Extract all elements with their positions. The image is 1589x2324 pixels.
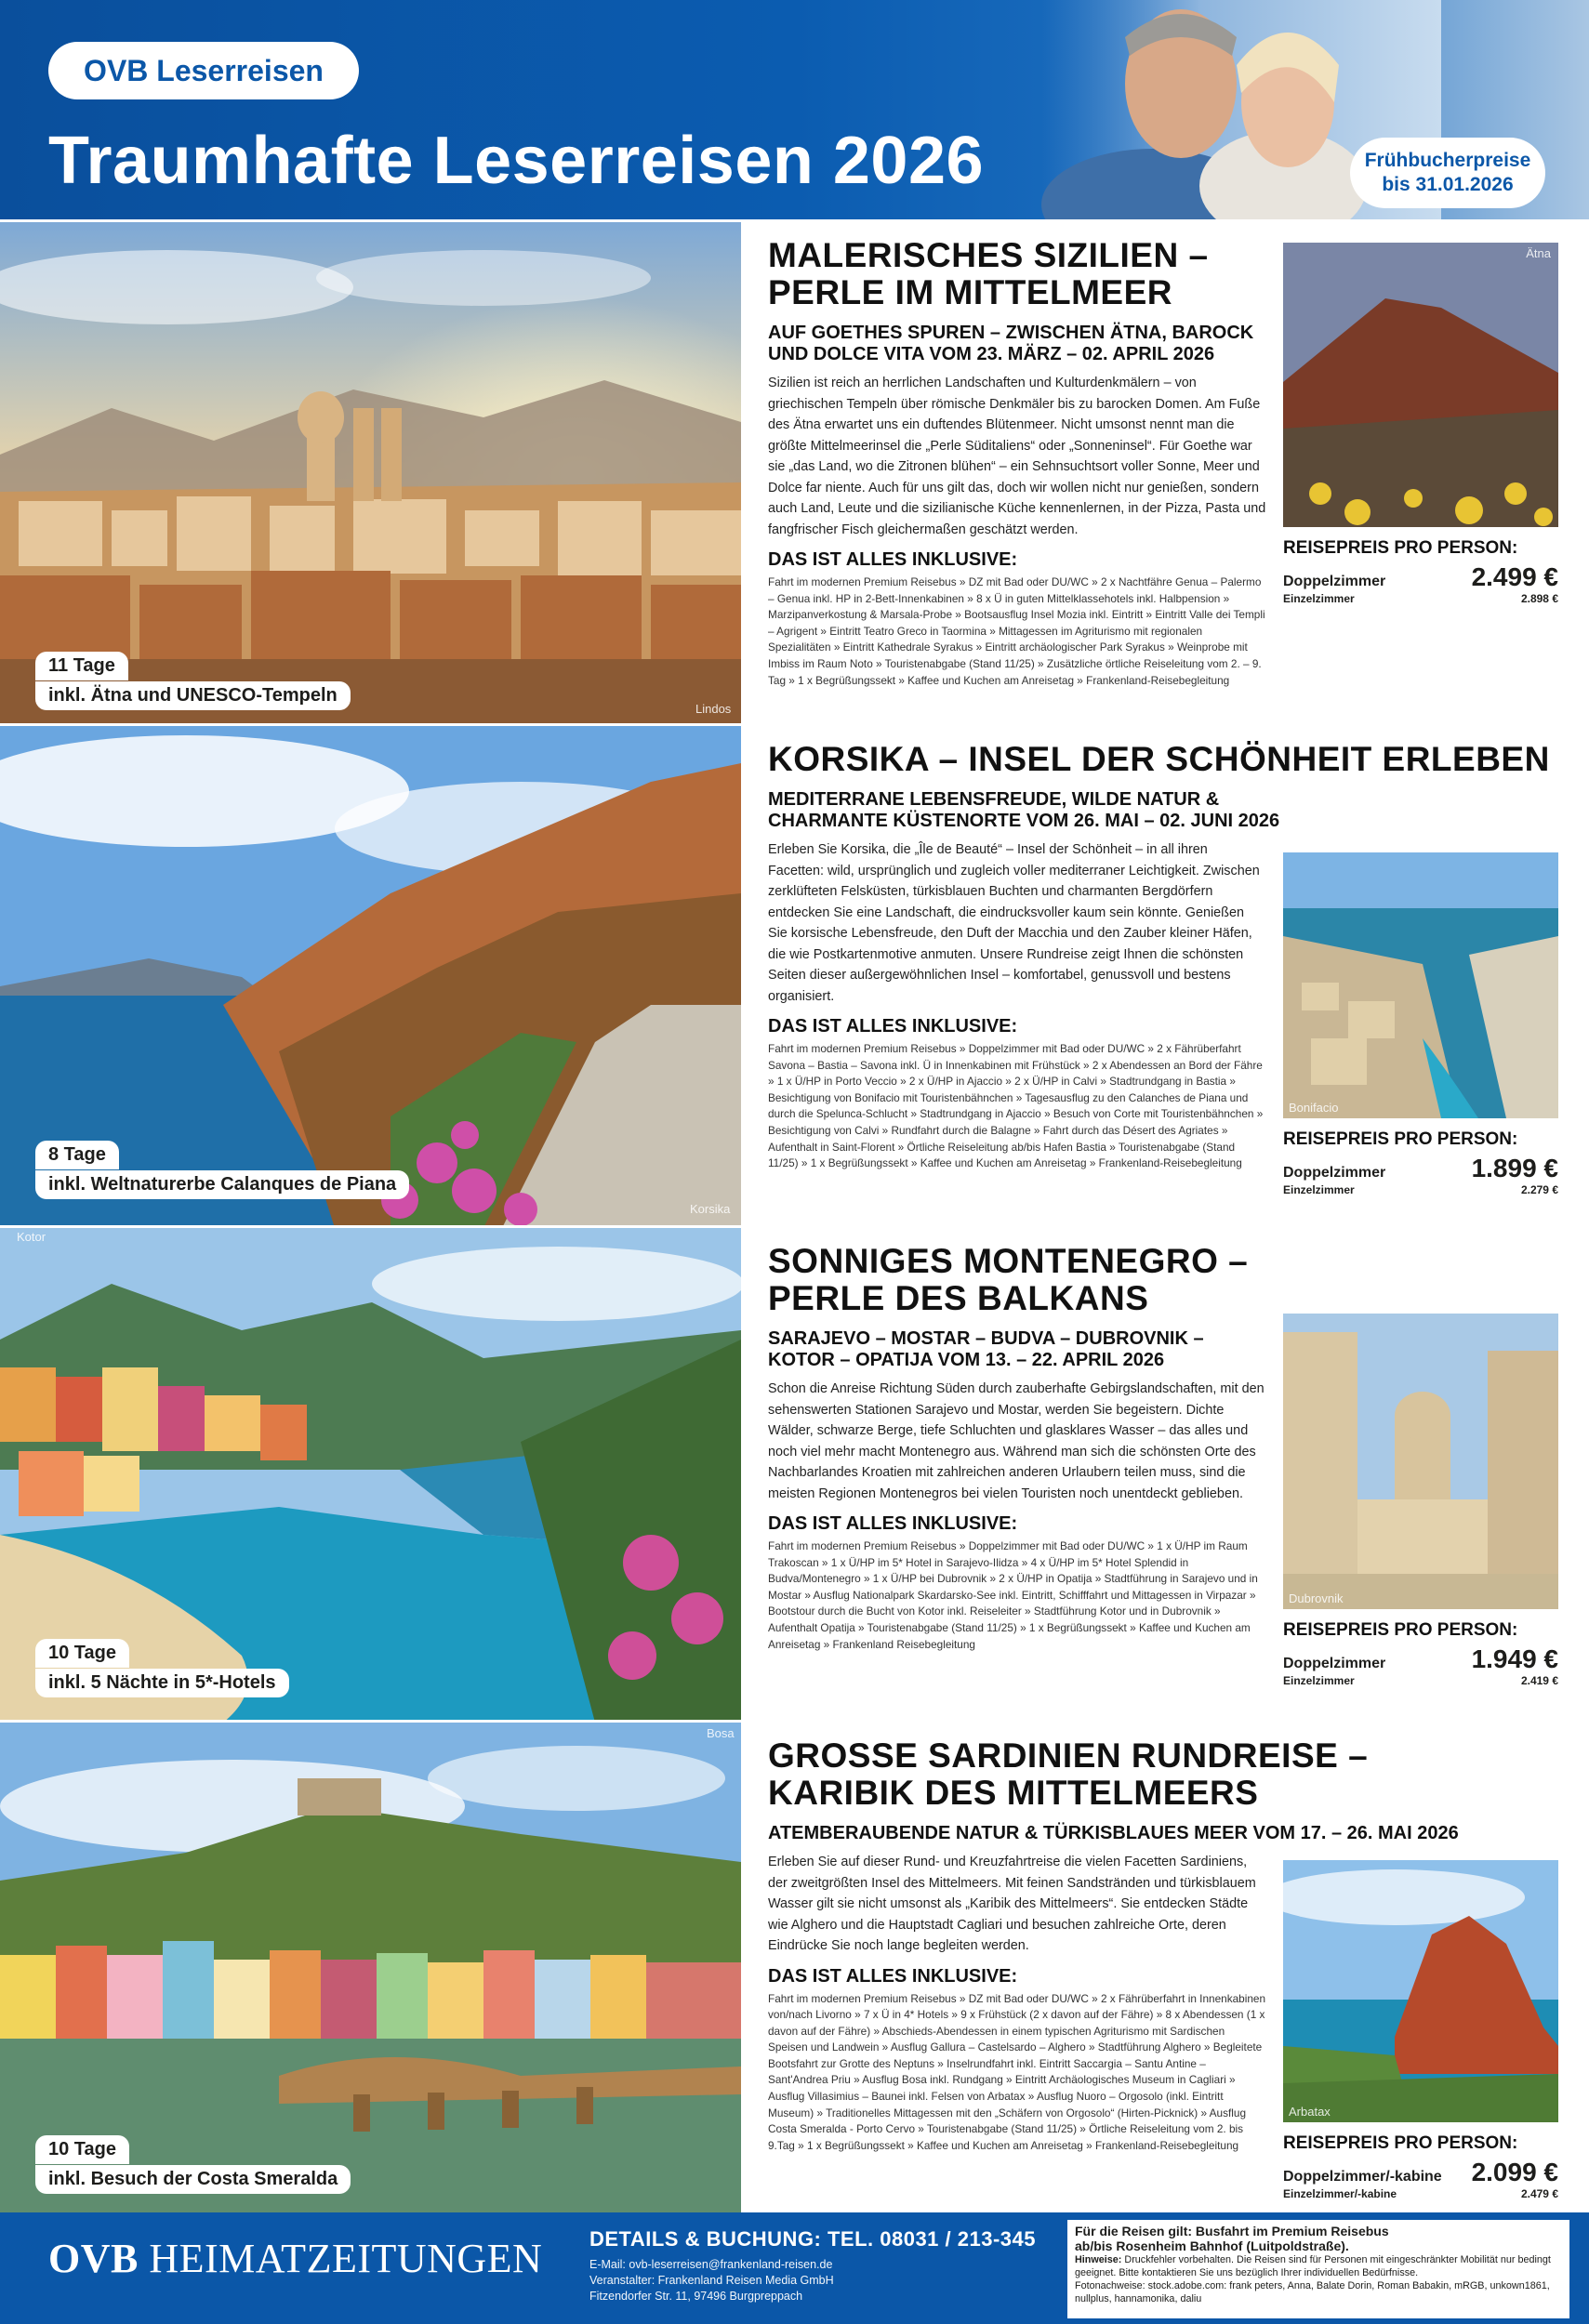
trip-subtitle-line1: AUF GOETHES SPUREN – ZWISCHEN ÄTNA, BAROCK <box>768 323 1254 343</box>
days-badge: 8 Tage <box>35 1141 119 1169</box>
side-caption: Arbatax <box>1289 2105 1331 2119</box>
trip-description: Erleben Sie Korsika, die „Île de Beauté“ – Insel der Schönheit – in all ihren Facetten: wild, ursprünglich und zugleich voller mediterraner Leichtigkeit. Zwischen zerklüfteten Felsküsten, türkisblauen Buchten und charmanten Bergdörfern entdecken Sie eine Landschaft, die eindrucksvoller kaum sein könnte. Genießen Sie korsische Lebensfreude, den Duft der Macchia und den Zauber kleiner Häfen, die wie Postkartenmotive anmuten. Unsere Rundreise zeigt Ihnen die schönsten Seiten dieser außergewöhnlichen Insel – komfortabel, genussvoll und bestens organisiert. <box>768 842 1260 1004</box>
trip-title-line2: PERLE DES BALKANS <box>768 1279 1149 1317</box>
trip-sardinia <box>0 1720 1589 2212</box>
trip-subtitle-line1: SARAJEVO – MOSTAR – BUDVA – DUBROVNIK – <box>768 1328 1204 1349</box>
price-value: 1.949 € <box>1471 1644 1558 1673</box>
trip-title-line1: MALERISCHES SIZILIEN – <box>768 236 1209 274</box>
hero-caption: Bosa <box>707 1726 735 1740</box>
early-booking-badge <box>1350 138 1545 208</box>
single-label: Einzelzimmer <box>1283 1674 1355 1687</box>
side-caption: Ätna <box>1526 246 1551 260</box>
hero-image-corsica <box>0 726 741 1225</box>
trip-side-panel <box>1283 1860 1558 2200</box>
notes-bold-2: ab/bis Rosenheim Bahnhof (Luitpoldstraße). <box>1075 2238 1349 2253</box>
hero-caption: Lindos <box>695 702 732 716</box>
notes-body: Druckfehler vorbehalten. Die Reisen sind für Personen mit eingeschränkter Mobilität nur bedingt geeignet. Bitte kontaktieren Sie uns bezüglich Ihrer individuellen Bedürfnisse. <box>1075 2254 1551 2278</box>
hero-caption: Korsika <box>690 1202 731 1216</box>
days-badge: 10 Tage <box>35 2135 129 2164</box>
feature-badge: inkl. Ätna und UNESCO-Tempeln <box>35 681 351 710</box>
price-single <box>1283 592 1558 605</box>
trip-title-line2: PERLE IM MITTELMEER <box>768 273 1172 311</box>
trip-montenegro <box>0 1225 1589 1720</box>
trip-title-line1: SONNIGES MONTENEGRO – <box>768 1242 1249 1280</box>
inclusive-list: Fahrt im modernen Premium Reisebus » Doppelzimmer mit Bad oder DU/WC » 2 x Fährüberfahrt Savona – Bastia – Savona inkl. Ü in Innenkabinen mit Frühstück » 2 x Abendessen an Bord der Fähre » 1 x Ü/HP in Porto Veccio » 2 x Ü/HP in Ajaccio » 2 x Ü/HP in Calvi » Stadtrundgang in Bastia » Besichtigung von Bonifacio mit Touristenbähnchen » Tagesausflug zu den Calanches de Piana und durch die Spelunca-Schlucht » Stadtrundgang in Ajaccio » Besuch von Corte mit Touristenbähnchen » Besichtigung von Calvi » Rundfahrt durch die Balagne » Fahrt durch das Désert des Agriates » Aufenthalt in Saint-Florent » Örtliche Reiseleitung ab/bis Hafen Bastia » Touristenabgabe (Stand 11/25) » 1 x Begrüßungssekt » Kaffee und Kuchen am Anreisetag » Frankenland-Reisebegleitung <box>768 1042 1264 1170</box>
early-badge-line1: Frühbucherpreise <box>1364 150 1531 171</box>
price-value: 2.499 € <box>1471 562 1558 591</box>
trip-side-panel <box>1283 852 1558 1196</box>
single-label: Einzelzimmer <box>1283 1183 1355 1196</box>
trip-title-line1: GROSSE SARDINIEN RUNDREISE – <box>768 1736 1369 1775</box>
organizer: Veranstalter: Frankenland Reisen Media GmbH <box>589 2274 834 2287</box>
notes-text <box>1075 2253 1562 2279</box>
early-badge-line2: bis 31.01.2026 <box>1382 174 1514 195</box>
trip-subtitle-line1: MEDITERRANE LEBENSFREUDE, WILDE NATUR & <box>768 789 1220 810</box>
page-title: Traumhafte Leserreisen 2026 <box>48 124 985 198</box>
notes-label: Hinweise: <box>1075 2254 1122 2265</box>
inclusive-title: DAS IST ALLES INKLUSIVE: <box>768 1965 1018 1987</box>
inclusive-title: DAS IST ALLES INKLUSIVE: <box>768 549 1018 570</box>
hero-image-montenegro <box>0 1228 741 1720</box>
trip-sicily <box>0 219 1589 723</box>
single-label: Einzelzimmer <box>1283 592 1355 605</box>
price-single <box>1283 1674 1558 1687</box>
single-price: 2.898 € <box>1520 592 1558 605</box>
price-single <box>1283 2187 1558 2200</box>
trip-side-panel <box>1283 243 1558 605</box>
trip-description: Erleben Sie auf dieser Rund- und Kreuzfahrtreise die vielen Facetten Sardiniens, der zweitgrößten Insel des Mittelmeers. Mit feinen Sandstränden und türkisblauem Wasser gilt sie nicht umsonst als „Karibik des Mittelmeers“. Sie entdecken Städte wie Alghero und die Hauptstadt Cagliari und besuchen zahlreiche Orte, deren Eindrücke Sie noch lange begleiten werden. <box>768 1855 1256 1953</box>
side-caption: Bonifacio <box>1289 1101 1339 1115</box>
inclusive-title: DAS IST ALLES INKLUSIVE: <box>768 1016 1018 1037</box>
booking-phone[interactable]: DETAILS & BUCHUNG: TEL. 08031 / 213-345 <box>589 2227 1036 2251</box>
notes-bold-1: Für die Reisen gilt: Busfahrt im Premium Reisebus <box>1075 2224 1389 2238</box>
single-label: Einzelzimmer/-kabine <box>1283 2187 1397 2200</box>
price-single <box>1283 1183 1558 1196</box>
ovb-logo <box>48 2235 542 2282</box>
trip-title-line2: KARIBIK DES MITTELMEERS <box>768 1774 1259 1812</box>
page-header <box>0 0 1589 219</box>
trip-description: Sizilien ist reich an herrlichen Landschaften und Kulturdenkmälern – von griechischen Tempeln über römische Denkmäler bis zu barocken Domen. Am Fuße des Ätna erwartet uns ein duftendes Blütenmeer. Nicht umsonst nennt man die größte Mittelmeerinsel die „Perle Süditaliens“ oder „Sonneninsel“. Für Goethe war sie „das Land, wo die Zitronen blühen“ – ein Sehnsuchtsort voller Sonne, Meer und Dolce far niente. Auch für uns gilt das, doch wir wollen nicht nur genießen, sondern auch Land, Leute und die sizilianische Küche kennenlernen, in der Pizza, Pasta und fangfrischer Fisch gleichermaßen geschätzt werden. <box>768 376 1266 537</box>
price-value: 1.899 € <box>1471 1154 1558 1182</box>
side-image-arbatax <box>1283 1860 1558 2122</box>
price-double <box>1283 562 1558 592</box>
trip-subtitle-line2: UND DOLCE VITA VOM 23. MÄRZ – 02. APRIL 2026 <box>768 344 1215 364</box>
side-image-dubrovnik <box>1283 1314 1558 1609</box>
hero-image-sardinia <box>0 1723 741 2212</box>
hero-caption: Kotor <box>17 1230 46 1244</box>
feature-badge: inkl. Besuch der Costa Smeralda <box>35 2165 351 2194</box>
booking-email[interactable]: E-Mail: ovb-leserreisen@frankenland-reisen.de <box>589 2258 833 2271</box>
price-title: REISEPREIS PRO PERSON: <box>1283 1620 1518 1640</box>
photo-credits: Fotonachweise: stock.adobe.com: frank peters, Anna, Balate Dorin, Roman Babakin, mRGB, unkown1861, nullplus, hannamonika, daliu <box>1075 2280 1550 2304</box>
price-label: Doppelzimmer <box>1283 1165 1386 1181</box>
feature-badge: inkl. Weltnaturerbe Calanques de Piana <box>35 1170 409 1199</box>
inclusive-list: Fahrt im modernen Premium Reisebus » DZ mit Bad oder DU/WC » 2 x Nachtfähre Genua – Palermo – Genua inkl. HP in 2-Bett-Innenkabinen » 8 x Ü in guten Mittelklassehotels inkl. Halbpension » Marzipanverkostung & Marsala-Probe » Bootsausflug Insel Mozia inkl. Eintritt » Eintritt Valle dei Templi – Agrigent » Eintritt Teatro Greco in Taormina » Mittagessen im Agriturismo mit regionalen Spezialitäten » Eintritt Kathedrale Syrakus » Eintritt archäologischer Park Syrakus » Weinprobe mit Imbiss im Raum Noto » Touristenabgabe (Stand 11/25) » Zusätzliche örtliche Reiseleitung vom 2. – 9. Tag » 1 x Begrüßungssekt » Kaffee und Kuchen am Anreisetag » Frankenland-Reisebegleitung <box>768 575 1265 687</box>
logo-bold: OVB <box>48 2236 139 2281</box>
price-double <box>1283 1154 1558 1183</box>
trip-subtitle <box>768 789 1569 832</box>
single-price: 2.279 € <box>1520 1183 1558 1196</box>
trip-subtitle-line2: KOTOR – OPATIJA VOM 13. – 22. APRIL 2026 <box>768 1350 1165 1370</box>
page-footer <box>0 2212 1589 2324</box>
single-price: 2.479 € <box>1520 2187 1558 2200</box>
inclusive-list: Fahrt im modernen Premium Reisebus » DZ mit Bad oder DU/WC » 2 x Fährüberfahrt in Innenkabinen von/nach Livorno » 7 x Ü in 4* Hotels » 9 x Frühstück (2 x davon auf der Fähre) » 8 x Abendessen (1 x davon auf der Fähre) » Abschieds-Abendessen in einem typischen Agriturismo mit Sardischen Speisen und Landwein » Ausflug Gallura – Castelsardo – Alghero » Stadtführung Alghero » Begleitete Bootsfahrt zur Grotte des Neptuns » Inselrundfahrt inkl. Eintritt Saccargia – Santu Antine – Sant'Andrea Priu » Ausflug Bosa inkl. Rundgang » Eintritt Archäologisches Museum in Cagliari » Ausflug Villasimius – Baunei inkl. Felsen von Arbatax » Ausflug Nuoro – Orgosolo (inkl. Eintritt Museum) » Traditionelles Mittagessen mit den „Schäfern von Orgosolo“ (Hirten-Picknick) » Ausflug Costa Smeralda - Porto Cervo » Touristenabgabe (Stand 11/25) » Örtliche Reiseleitung vom 2. bis 9.Tag » 1 x Begrüßungssekt » Kaffee und Kuchen am Anreisetag » Frankenland-Reisebegleitung <box>768 1991 1266 2152</box>
travel-notes <box>1067 2220 1569 2318</box>
inclusive-list: Fahrt im modernen Premium Reisebus » Doppelzimmer mit Bad oder DU/WC » 1 x Ü/HP im Raum Trakoscan » 1 x Ü/HP im 5* Hotel in Sarajevo-Ilidza » 4 x Ü/HP im 5* Hotel Splendid in Budva/Montenegro » 1 x Ü/HP bei Dubrovnik » 2 x Ü/HP in Opatija » Stadtführung in Sarajevo und in Mostar » Ausflug Nationalpark Skardarsko-See inkl. Eintritt, Schifffahrt und Mittagessen in Virpazar » Bootstour durch die Bucht von Kotor inkl. Reiseleiter » Stadtführung Kotor und in Dubrovnik » Aufenthalt Opatija » Touristenabgabe (Stand 11/25) » 1 x Begrüßungssekt » Kaffee und Kuchen am Anreisetag » Frankenland Reisebegleitung <box>768 1539 1258 1651</box>
price-double <box>1283 1644 1558 1674</box>
side-image-etna <box>1283 243 1558 527</box>
price-label: Doppelzimmer <box>1283 1656 1386 1671</box>
days-badge: 10 Tage <box>35 1639 129 1668</box>
side-image-bonifacio <box>1283 852 1558 1118</box>
trip-description: Schon die Anreise Richtung Süden durch zauberhafte Gebirgslandschaften, mit den sehenswerten Stationen Sarajevo und Mostar, werden Sie begeistern. Dichte Wälder, schwarze Berge, tiefe Schluchten und glasklares Wasser – das alles und noch viel mehr macht Montenegro aus. Während man sich die schönsten Orte des Nachbarlandes Kroatien mit zahlreichen anderen Urlaubern teilen muss, sind die meisten Regionen Montenegros bei vielen Touristen noch unentdeckt geblieben. <box>768 1381 1265 1501</box>
days-badge: 11 Tage <box>35 652 128 680</box>
trip-corsica <box>0 723 1589 1225</box>
logo-rest: HEIMATZEITUNGEN <box>149 2236 543 2281</box>
inclusive-title: DAS IST ALLES INKLUSIVE: <box>768 1513 1018 1534</box>
trip-title <box>768 1737 1569 1812</box>
price-double <box>1283 2158 1558 2187</box>
single-price: 2.419 € <box>1520 1674 1558 1687</box>
price-title: REISEPREIS PRO PERSON: <box>1283 1129 1518 1149</box>
sicily-panorama <box>0 222 741 723</box>
trip-subtitle-line2: CHARMANTE KÜSTENORTE VOM 26. MAI – 02. JUNI 2026 <box>768 811 1280 831</box>
booking-info <box>589 2227 1054 2304</box>
trip-subtitle <box>768 1823 1569 1844</box>
price-label: Doppelzimmer/-kabine <box>1283 2169 1442 2185</box>
organizer-address: Fitzendorfer Str. 11, 97496 Burgpreppach <box>589 2290 803 2303</box>
price-label: Doppelzimmer <box>1283 574 1386 589</box>
trip-title <box>768 1243 1569 1317</box>
trip-subtitle-line1: ATEMBERAUBENDE NATUR & TÜRKISBLAUES MEER VOM 17. – 26. MAI 2026 <box>768 1823 1459 1843</box>
trip-title <box>768 741 1569 778</box>
brand-pill: OVB Leserreisen <box>48 42 359 99</box>
price-value: 2.099 € <box>1471 2158 1558 2186</box>
price-title: REISEPREIS PRO PERSON: <box>1283 2133 1518 2153</box>
hero-image-sicily <box>0 222 741 723</box>
side-caption: Dubrovnik <box>1289 1591 1344 1605</box>
trip-side-panel <box>1283 1314 1558 1687</box>
price-title: REISEPREIS PRO PERSON: <box>1283 538 1518 558</box>
feature-badge: inkl. 5 Nächte in 5*-Hotels <box>35 1669 289 1697</box>
trip-title-line1: KORSIKA – INSEL DER SCHÖNHEIT ERLEBEN <box>768 740 1550 778</box>
